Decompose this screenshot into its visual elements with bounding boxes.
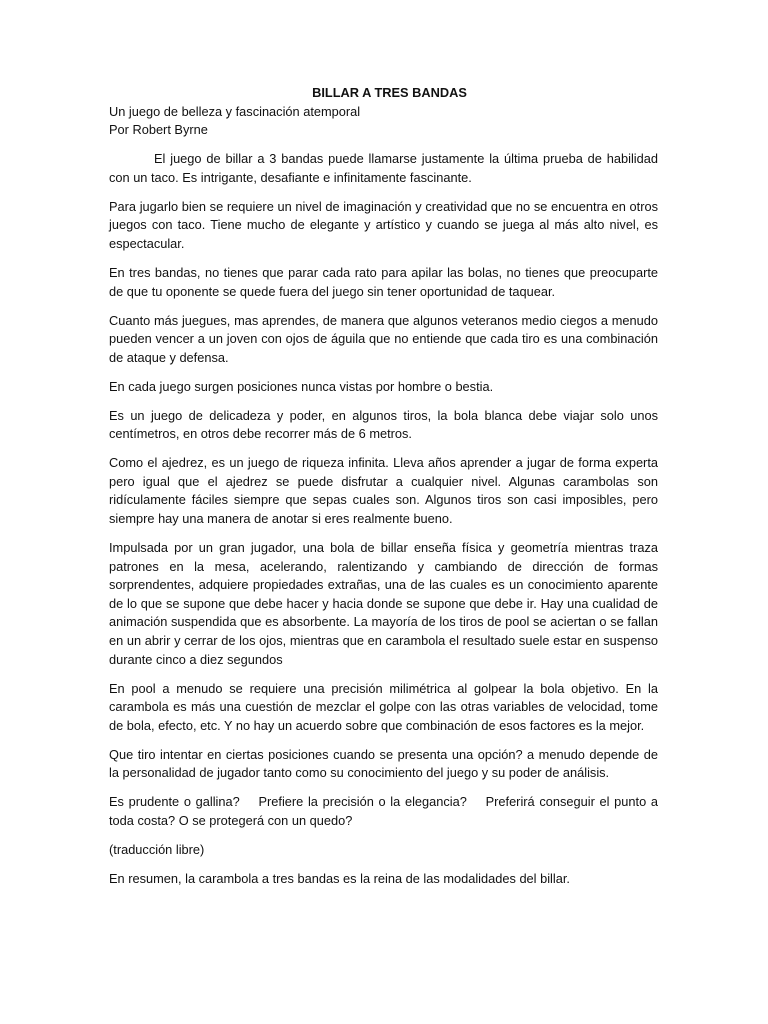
paragraph-3: En tres bandas, no tienes que parar cada rato para apilar las bolas, no tienes que preocuparte de que tu oponente se quede fuera del juego sin tener oportunidad de taquear.: [109, 264, 658, 299]
paragraph-5: En cada juego surgen posiciones nunca vistas por hombre o bestia.: [109, 378, 494, 394]
paragraph-1: El juego de billar a 3 bandas puede llamarse justamente la última prueba de habilidad con un taco. Es intrigante, desafiante e infinitamente fascinante.: [109, 151, 658, 185]
paragraph-9: En pool a menudo se requiere una precisión milimétrica al golpear la bola objetivo. En la carambola es más una cuestión de mezclar el golpe con las otras variables de velocidad, tome de bola, efecto, etc. Y no hay un acuerdo sobre que combinación de esos factores es la mejor.: [109, 680, 658, 733]
paragraph-12: (traducción libre): [109, 841, 205, 857]
document-subtitle: Un juego de belleza y fascinación atemporal: [109, 103, 361, 119]
paragraph-10: Que tiro intentar en ciertas posiciones cuando se presenta una opción? a menudo depende de la personalidad de jugador tanto como su conocimiento del juego y su poder de análisis.: [109, 746, 658, 781]
paragraph-2: Para jugarlo bien se requiere un nivel de imaginación y creatividad que no se encuentra en otros juegos con taco. Tiene mucho de elegante y artístico y cuando se juega al más alto nivel, es espectacular.: [109, 198, 658, 251]
paragraph-7: Como el ajedrez, es un juego de riqueza infinita. Lleva años aprender a jugar de forma experta pero igual que el ajedrez se puede disfrutar a cualquier nivel. Algunas carambolas son ridículamente fáciles siempre que sepas cuales son. Algunos tiros son casi imposibles, pero siempre hay una manera de anotar si eres realmente bueno.: [109, 455, 658, 527]
document-page: [109, 84, 662, 888]
document-author: Por Robert Byrne: [109, 122, 208, 138]
paragraph-4: Cuanto más juegues, mas aprendes, de manera que algunos veteranos medio ciegos a menudo pueden vencer a un joven con ojos de águila que no entiende que cada tiro es una combinación de ataque y defensa.: [109, 312, 658, 365]
paragraph-11: Es prudente o gallina? Prefiere la precisión o la elegancia? Preferirá conseguir el punto a toda costa? O se protegerá con un quedo?: [109, 794, 662, 828]
document-title: BILLAR A TRES BANDAS: [312, 85, 467, 100]
paragraph-13: En resumen, la carambola a tres bandas es la reina de las modalidades del billar.: [109, 870, 570, 886]
paragraph-6: Es un juego de delicadeza y poder, en algunos tiros, la bola blanca debe viajar solo unos centímetros, en otros debe recorrer más de 6 metros.: [109, 407, 658, 442]
paragraph-8: Impulsada por un gran jugador, una bola de billar enseña física y geometría mientras traza patrones en la mesa, acelerando, ralentizando y cambiando de dirección de formas sorprendentes, adquiere propiedades extrañas, una de las cuales es un conocimiento aparente de lo que se supone que debe hacer y hacia donde se supone que debe ir. Hay una cualidad de animación suspendida que es absorbente. La mayoría de los tiros de pool se aciertan o se fallan en un abrir y cerrar de los ojos, mientras que en carambola el resultado suele estar en suspenso durante cinco a diez segundos: [109, 540, 658, 667]
